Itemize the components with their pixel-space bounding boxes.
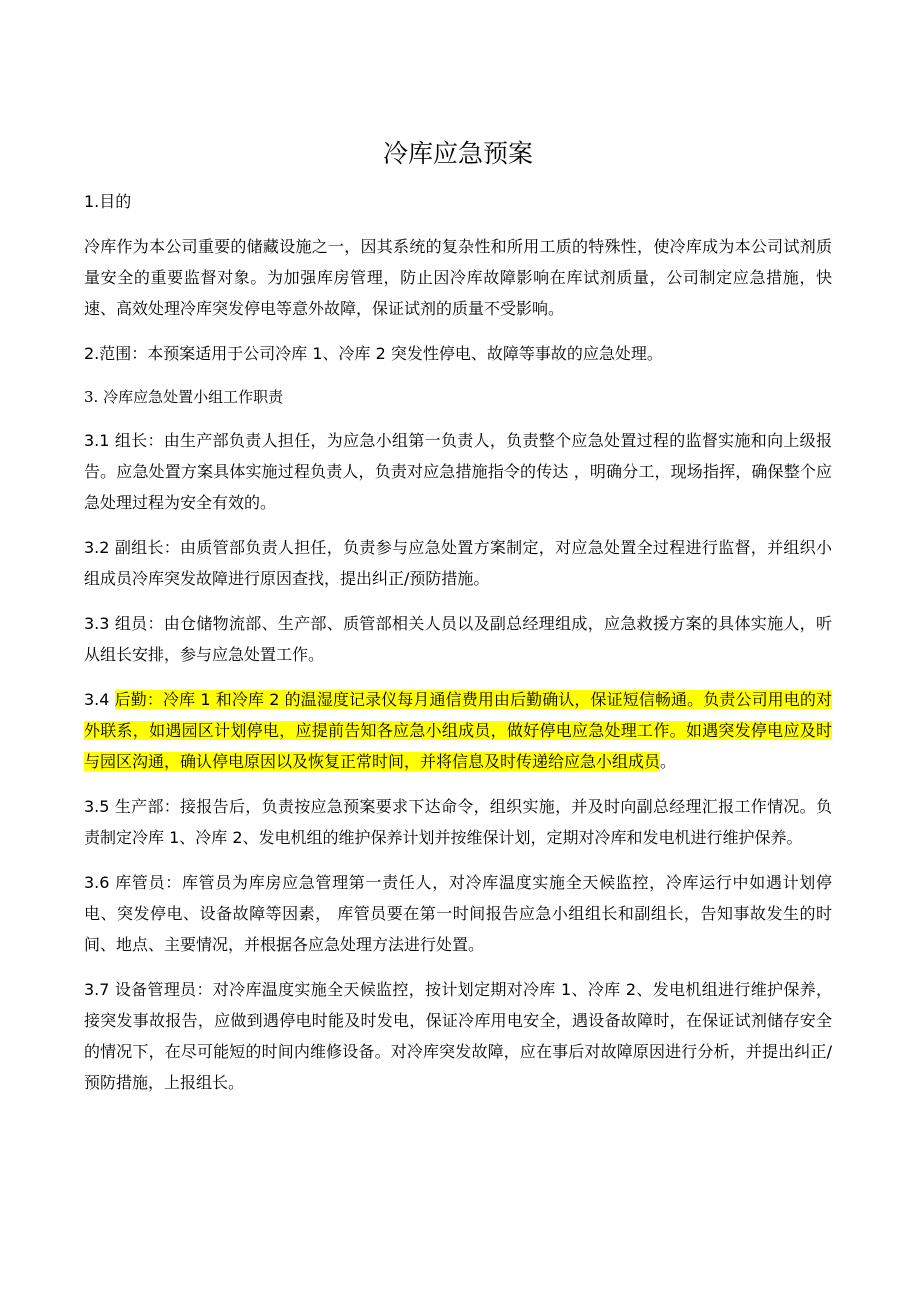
section-3-4-highlight-role: 后勤： xyxy=(114,690,163,709)
section-3-7-equipment-manager: 3.7 设备管理员：对冷库温度实施全天候监控，按计划定期对冷库 1、冷库 2、发电机组进行维护保养，接突发事故报告，应做到遇停电时能及时发电，保证冷库用电安全，遇设备故障时，在保证试剂储存安全的情况下，在尽可能短的时间内维修设备。对冷库突发故障，应在事后对故障原因进行分析，并提出纠正/预防措施，上报组长。 xyxy=(84,980,832,1092)
section-3-2-deputy-leader: 3.2 副组长：由质管部负责人担任，负责参与应急处置方案制定，对应急处置全过程进行监督，并组织小组成员冷库突发故障进行原因查找，提出纠正/预防措施。 xyxy=(84,538,832,588)
section-3-5-production: 3.5 生产部：接报告后，负责按应急预案要求下达命令，组织实施，并及时向副总经理汇报工作情况。负责制定冷库 1、冷库 2、发电机组的维护保养计划并按维保计划，定期对冷库和发电机进行维护保养。 xyxy=(84,797,832,847)
section-3-4-number: 3.4 xyxy=(84,690,115,709)
section-1-heading: 1.目的 xyxy=(84,192,132,211)
section-3-heading: 3. 冷库应急处置小组工作职责 xyxy=(84,388,284,406)
section-3-4-logistics xyxy=(84,684,832,777)
section-3-4-highlight-body: 冷库 1 和冷库 2 的温湿度记录仪每月通信费用由后勤确认，保证短信畅通。负责公司用电的对外联系，如遇园区计划停电，应提前告知各应急小组成员，做好停电应急处理工作。如遇突发停电应及时与园区沟通，确认停电原因以及恢复正常时间，并将信息及时传递给应急小组成员 xyxy=(84,690,832,771)
section-3-3-members: 3.3 组员：由仓储物流部、生产部、质管部相关人员以及副总经理组成，应急救援方案的具体实施人，听从组长安排，参与应急处置工作。 xyxy=(84,614,832,664)
document-title: 冷库应急预案 xyxy=(382,139,533,168)
section-1-body: 冷库作为本公司重要的储藏设施之一，因其系统的复杂性和所用工质的特殊性，使冷库成为本公司试剂质量安全的重要监督对象。为加强库房管理，防止因冷库故障影响在库试剂质量，公司制定应急措施，快速、高效处理冷库突发停电等意外故障，保证试剂的质量不受影响。 xyxy=(84,237,832,318)
section-3-6-warehouse-keeper: 3.6 库管员：库管员为库房应急管理第一责任人，对冷库温度实施全天候监控，冷库运行中如遇计划停电、突发停电、设备故障等因素， 库管员要在第一时间报告应急小组组长和副组长，告知事故发生的时间、地点、主要情况，并根据各应急处理方法进行处置。 xyxy=(84,873,832,954)
section-3-4-suffix: 。 xyxy=(660,752,677,771)
section-2-scope: 2.范围：本预案适用于公司冷库 1、冷库 2 突发性停电、故障等事故的应急处理。 xyxy=(84,344,663,363)
section-3-1-leader: 3.1 组长：由生产部负责人担任，为应急小组第一负责人，负责整个应急处置过程的监督实施和向上级报告。应急处置方案具体实施过程负责人，负责对应急措施指令的传达 ，明确分工，现场指挥，确保整个应急处理过程为安全有效的。 xyxy=(84,431,832,512)
